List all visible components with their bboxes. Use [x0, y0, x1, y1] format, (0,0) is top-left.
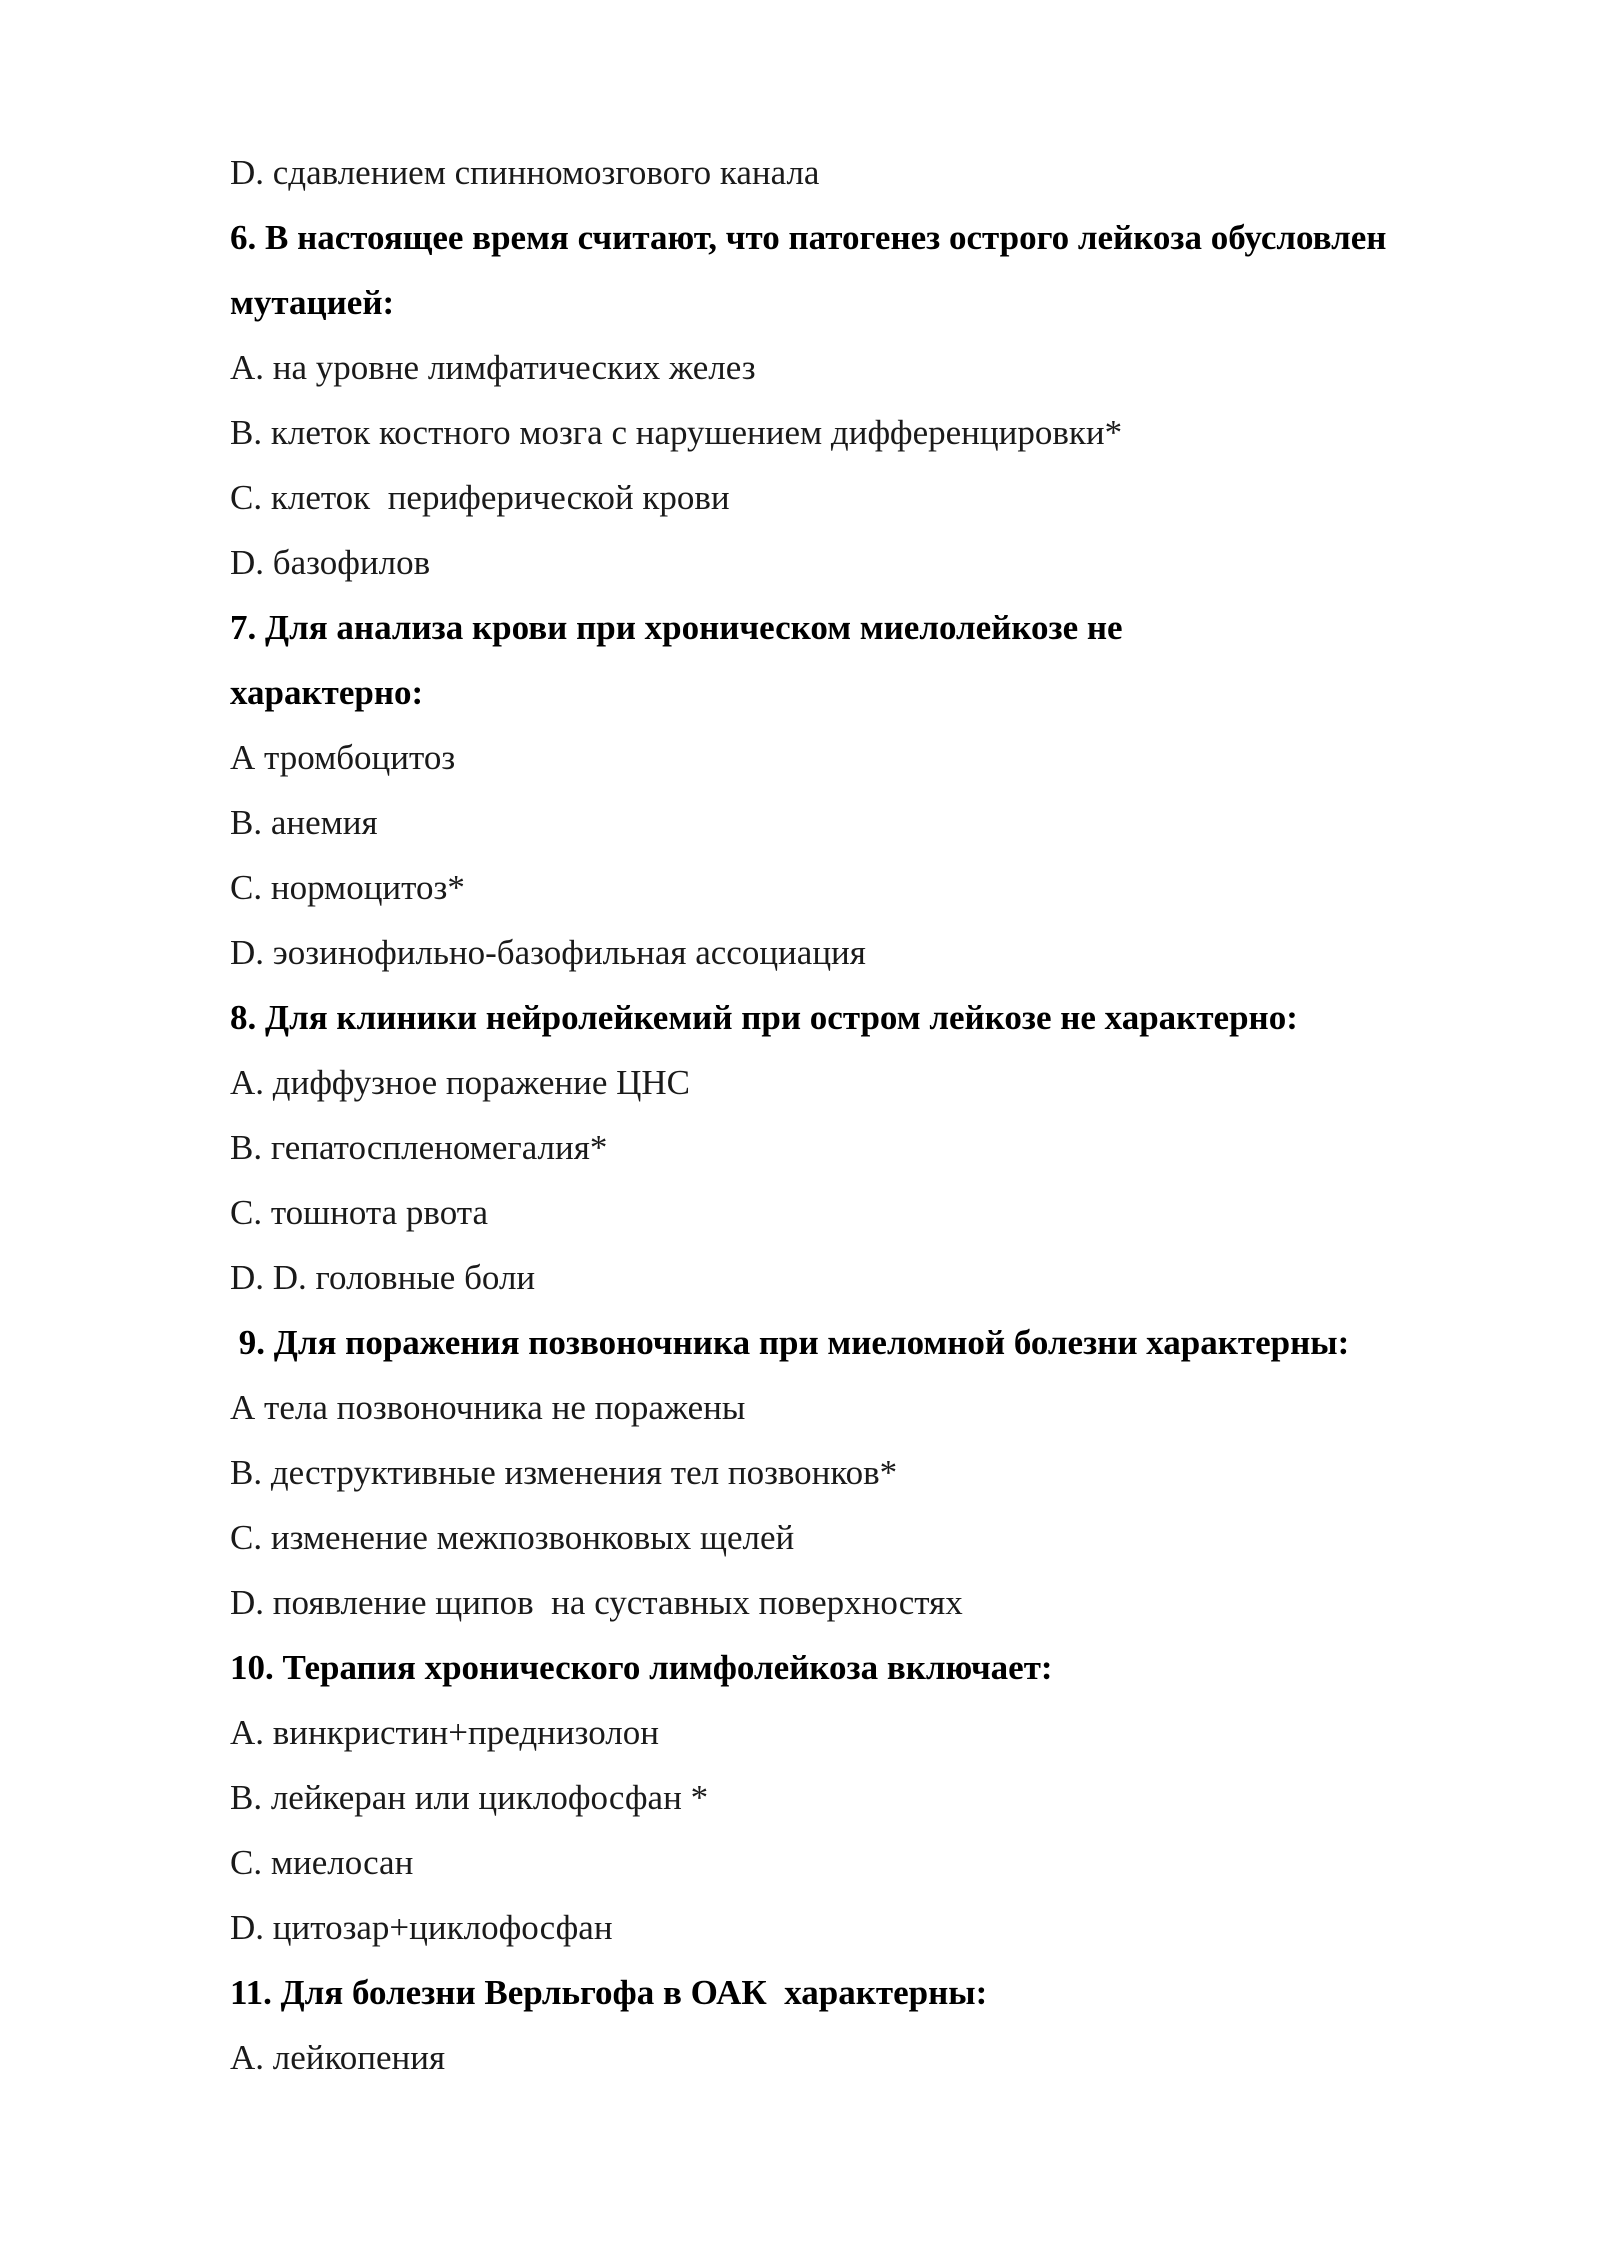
answer-option: B. лейкеран или циклофосфан * [230, 1778, 709, 1817]
answer-option: C. тошнота рвота [230, 1193, 488, 1232]
answer-option: B. гепатоспленомегалия* [230, 1128, 608, 1167]
answer-option: D. цитозар+циклофосфан [230, 1908, 613, 1947]
answer-option: A. винкристин+преднизолон [230, 1713, 659, 1752]
question-text: 7. Для анализа крови при хроническом миелолейкозе не [230, 608, 1123, 647]
answer-option: B. деструктивные изменения тел позвонков* [230, 1453, 898, 1492]
question-text: 6. В настоящее время считают, что патогенез острого лейкоза обусловлен [230, 218, 1387, 257]
question-text: 10. Терапия хронического лимфолейкоза включает: [230, 1648, 1053, 1687]
answer-option: A. диффузное поражение ЦНС [230, 1063, 691, 1102]
answer-option: C. изменение межпозвонковых щелей [230, 1518, 795, 1557]
answer-option: C. миелосан [230, 1843, 414, 1882]
answer-option: D. появление щипов на суставных поверхностях [230, 1583, 963, 1622]
answer-option: А тела позвоночника не поражены [230, 1388, 746, 1427]
answer-option: C. нормоцитоз* [230, 868, 465, 907]
answer-option: D. сдавлением спинномозгового канала [230, 153, 820, 192]
answer-option: A. на уровне лимфатических желез [230, 348, 756, 387]
question-text: 11. Для болезни Верльгофа в ОАК характерны: [230, 1973, 988, 2012]
answer-option: D. D. головные боли [230, 1258, 536, 1297]
answer-option: А тромбоцитоз [230, 738, 456, 777]
answer-option: D. базофилов [230, 543, 431, 582]
answer-option: B. клеток костного мозга с нарушением дифференцировки* [230, 413, 1123, 452]
document-body [230, 140, 1530, 2090]
answer-option: B. анемия [230, 803, 378, 842]
answer-option: C. клеток периферической крови [230, 478, 730, 517]
answer-option: A. лейкопения [230, 2038, 446, 2077]
question-text: характерно: [230, 673, 424, 712]
answer-option: D. эозинофильно-базофильная ассоциация [230, 933, 866, 972]
question-text: 8. Для клиники нейролейкемий при остром лейкозе не характерно: [230, 998, 1298, 1037]
question-text: 9. Для поражения позвоночника при миеломной болезни характерны: [230, 1323, 1350, 1362]
question-text: мутацией: [230, 283, 395, 322]
